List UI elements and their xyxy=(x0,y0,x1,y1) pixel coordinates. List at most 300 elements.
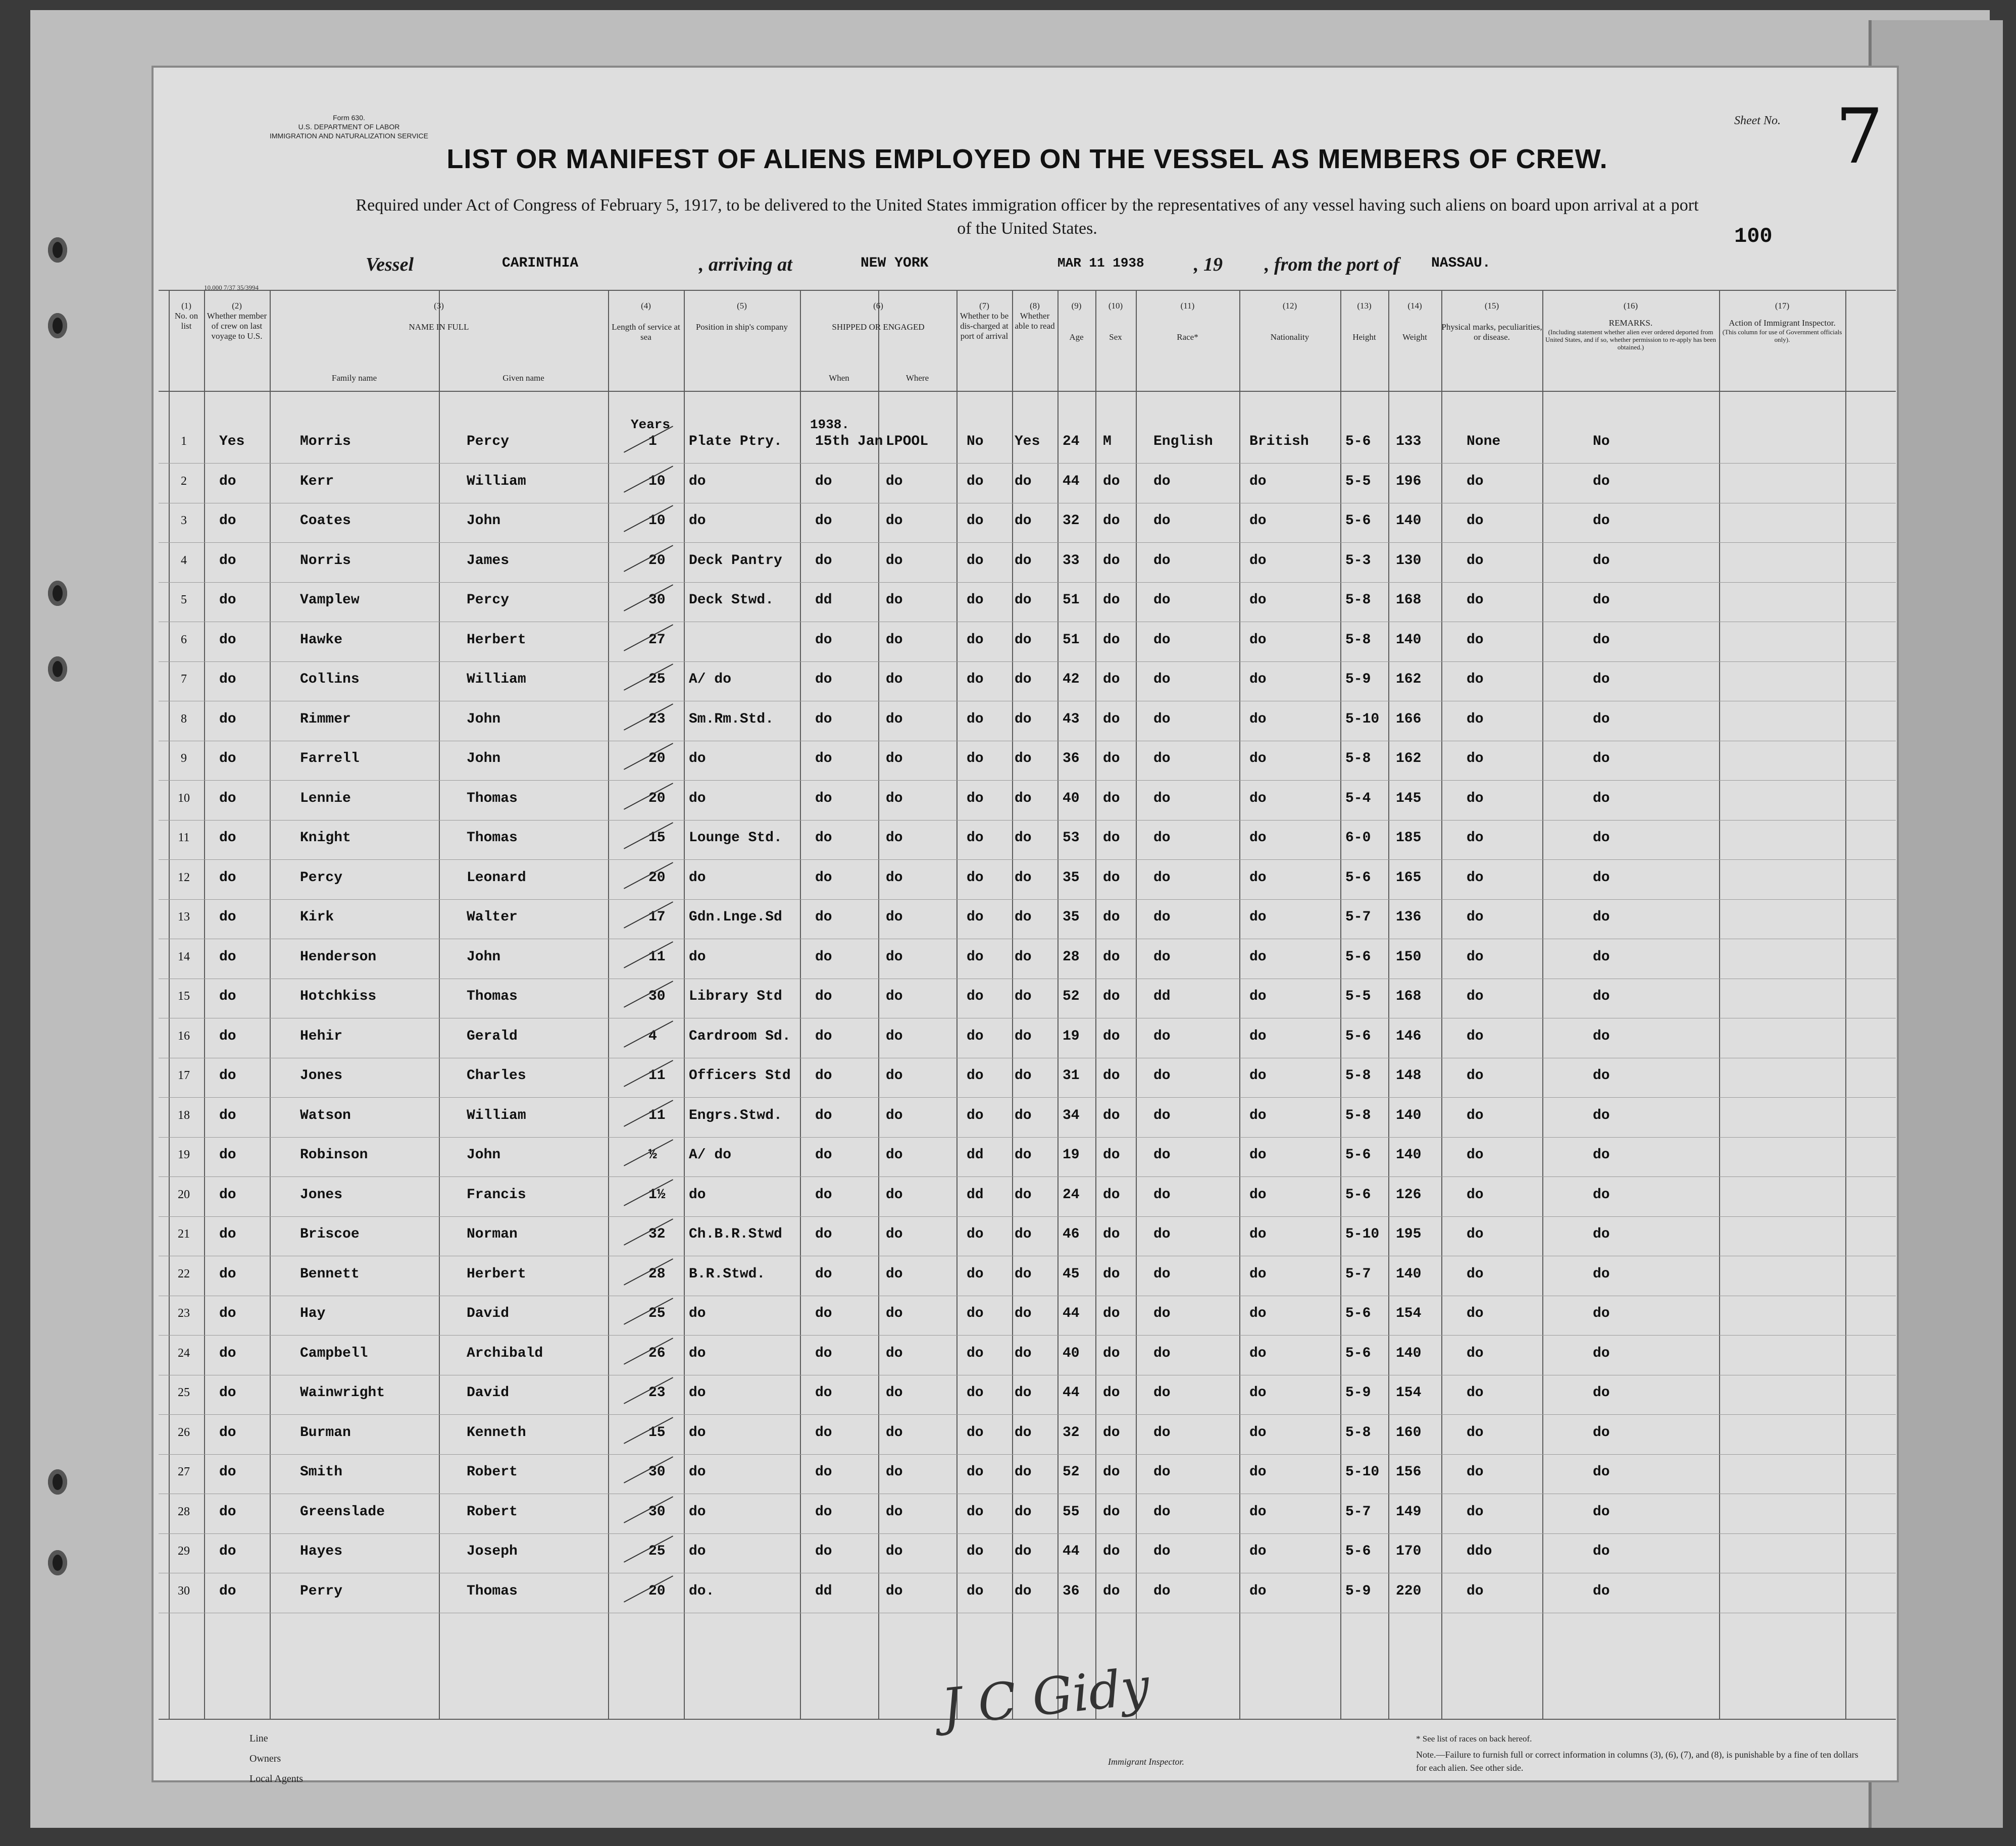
row-number: 10 xyxy=(178,791,190,805)
given-name: Archibald xyxy=(467,1345,543,1361)
column-rule xyxy=(1057,290,1059,1719)
nationality: do xyxy=(1249,790,1267,806)
row-rule xyxy=(159,820,1896,821)
sex: M xyxy=(1103,434,1112,449)
column-rule xyxy=(1239,290,1240,1719)
given-name: David xyxy=(467,1306,510,1321)
inspector-label: Immigrant Inspector. xyxy=(1108,1757,1184,1767)
position: do xyxy=(689,1306,706,1321)
position: do xyxy=(689,1544,706,1559)
weight: 220 xyxy=(1396,1583,1422,1599)
age: 52 xyxy=(1063,1464,1080,1480)
owners-label: Owners xyxy=(249,1753,281,1764)
crew-last-voyage: do xyxy=(219,1187,236,1203)
column-rule xyxy=(270,290,271,1719)
race: do xyxy=(1153,672,1171,687)
age: 35 xyxy=(1063,909,1080,925)
physical-marks: do xyxy=(1467,672,1484,687)
race: do xyxy=(1153,1147,1171,1163)
col6-header: (6) SHIPPED OR ENGAGED xyxy=(832,301,925,332)
form-tag xyxy=(270,113,428,140)
weight: 162 xyxy=(1396,751,1422,766)
shipped-when: do xyxy=(815,1306,832,1321)
given-name: James xyxy=(467,552,510,569)
given-name: William xyxy=(467,672,526,687)
sheet-number: 7 xyxy=(1835,93,1884,181)
shipped-where: do xyxy=(886,1424,903,1441)
age: 34 xyxy=(1063,1107,1080,1123)
family-name: Smith xyxy=(300,1464,343,1480)
row-rule xyxy=(159,1097,1896,1098)
family-name: Robinson xyxy=(300,1147,368,1163)
row-rule xyxy=(159,1176,1896,1177)
shipped-where: do xyxy=(886,989,903,1004)
physical-marks: do xyxy=(1467,1345,1484,1361)
race: do xyxy=(1153,711,1171,727)
physical-marks: do xyxy=(1467,989,1484,1004)
row-number: 19 xyxy=(178,1148,190,1161)
shipped-when: do xyxy=(815,1068,832,1084)
crew-last-voyage: do xyxy=(219,1544,236,1559)
family-name: Morris xyxy=(300,434,351,449)
family-name: Greenslade xyxy=(300,1504,385,1520)
height: 5-7 xyxy=(1345,909,1371,925)
physical-marks: ddo xyxy=(1467,1544,1492,1559)
weight: 170 xyxy=(1396,1544,1422,1559)
nationality: do xyxy=(1249,632,1267,648)
weight: 136 xyxy=(1396,909,1422,925)
discharged: do xyxy=(967,552,984,569)
age: 28 xyxy=(1063,949,1080,965)
sex: do xyxy=(1103,989,1120,1004)
position: do xyxy=(689,513,706,529)
service-length: 30 xyxy=(648,989,666,1004)
sex: do xyxy=(1103,869,1120,886)
print-code: 10,000 7/37 35/3994 xyxy=(204,284,259,291)
remarks: do xyxy=(1593,1147,1610,1163)
discharged: dd xyxy=(967,1147,984,1163)
remarks: No xyxy=(1593,434,1610,449)
row-number: 26 xyxy=(178,1425,190,1439)
col11-header: (11) Race* xyxy=(1177,301,1198,342)
col4-header: (4) Length of service at sea xyxy=(612,301,680,342)
age: 36 xyxy=(1063,751,1080,766)
crew-last-voyage: do xyxy=(219,1107,236,1123)
shipped-where: do xyxy=(886,949,903,965)
column-rule xyxy=(1542,290,1543,1719)
shipped-when: do xyxy=(815,1147,832,1163)
position: B.R.Stwd. xyxy=(689,1266,766,1282)
shipped-when: do xyxy=(815,751,832,766)
given-name: Percy xyxy=(467,434,510,449)
sex: do xyxy=(1103,1266,1120,1282)
weight: 165 xyxy=(1396,869,1422,886)
row-rule xyxy=(159,1454,1896,1455)
row-number: 29 xyxy=(178,1545,190,1558)
position: do xyxy=(689,473,706,489)
service-length: 1½ xyxy=(648,1187,666,1203)
physical-marks: do xyxy=(1467,1068,1484,1084)
service-length: 32 xyxy=(648,1226,666,1242)
sex: do xyxy=(1103,552,1120,569)
crew-last-voyage: do xyxy=(219,672,236,687)
race: do xyxy=(1153,1306,1171,1321)
physical-marks: do xyxy=(1467,632,1484,648)
given-name: Walter xyxy=(467,909,518,925)
discharged: do xyxy=(967,949,984,965)
physical-marks: do xyxy=(1467,473,1484,489)
crew-last-voyage: do xyxy=(219,869,236,886)
column-rule xyxy=(439,290,440,1719)
remarks: do xyxy=(1593,592,1610,608)
remarks: do xyxy=(1593,1345,1610,1361)
remarks: do xyxy=(1593,989,1610,1004)
nationality: do xyxy=(1249,1107,1267,1123)
height: 5-6 xyxy=(1345,1028,1371,1044)
row-number: 23 xyxy=(178,1307,190,1320)
sex: do xyxy=(1103,513,1120,529)
service-length: 15 xyxy=(648,1424,666,1441)
given-name: Thomas xyxy=(467,989,518,1004)
page-subtitle: Required under Act of Congress of February 5, 1917, to be delivered to the United States immigration officer by the representatives of any vessel having such aliens on board upon arrival at a port of the United States. xyxy=(356,196,1699,238)
physical-marks: do xyxy=(1467,949,1484,965)
race: do xyxy=(1153,1464,1171,1480)
crew-last-voyage: do xyxy=(219,711,236,727)
discharged: do xyxy=(967,1424,984,1441)
row-number: 16 xyxy=(178,1029,190,1043)
physical-marks: do xyxy=(1467,1306,1484,1321)
family-name: Knight xyxy=(300,830,351,846)
service-length: 1 xyxy=(648,434,657,449)
able-to-read: do xyxy=(1015,711,1032,727)
sex: do xyxy=(1103,1306,1120,1321)
race: do xyxy=(1153,552,1171,569)
row-rule xyxy=(159,780,1896,781)
able-to-read: do xyxy=(1015,632,1032,648)
shipped-where: do xyxy=(886,1226,903,1242)
row-number: 20 xyxy=(178,1188,190,1201)
col13-header: (13) Height xyxy=(1352,301,1376,342)
shipped-when: dd xyxy=(815,592,832,608)
remarks: do xyxy=(1593,1306,1610,1321)
discharged: do xyxy=(967,1266,984,1282)
row-number: 13 xyxy=(178,910,190,924)
shipped-when: do xyxy=(815,909,832,925)
height: 5-6 xyxy=(1345,1544,1371,1559)
family-name: Campbell xyxy=(300,1345,368,1361)
col12-header: (12) Nationality xyxy=(1270,301,1309,342)
family-name: Hawke xyxy=(300,632,343,648)
sex: do xyxy=(1103,949,1120,965)
row-number: 22 xyxy=(178,1267,190,1280)
remarks: do xyxy=(1593,632,1610,648)
age: 19 xyxy=(1063,1147,1080,1163)
nationality: do xyxy=(1249,1068,1267,1084)
shipped-where: do xyxy=(886,1306,903,1321)
col6a-header: When xyxy=(829,373,849,383)
given-name: David xyxy=(467,1385,510,1401)
position: Sm.Rm.Std. xyxy=(689,711,774,727)
crew-last-voyage: do xyxy=(219,830,236,846)
race: do xyxy=(1153,790,1171,806)
physical-marks: do xyxy=(1467,1028,1484,1044)
row-rule xyxy=(159,582,1896,583)
position: do xyxy=(689,869,706,886)
weight: 168 xyxy=(1396,989,1422,1004)
height: 5-10 xyxy=(1345,1226,1380,1242)
physical-marks: do xyxy=(1467,751,1484,766)
shipped-where: do xyxy=(886,473,903,489)
sex: do xyxy=(1103,1068,1120,1084)
col6b-header: Where xyxy=(905,373,929,383)
physical-marks: do xyxy=(1467,1187,1484,1203)
weight: 195 xyxy=(1396,1226,1422,1242)
row-number: 2 xyxy=(181,474,187,488)
service-length: 25 xyxy=(648,1544,666,1559)
remarks: do xyxy=(1593,1464,1610,1480)
shipped-where: do xyxy=(886,1504,903,1520)
given-name: John xyxy=(467,949,501,965)
shipped-when: dd xyxy=(815,1583,832,1599)
row-number: 11 xyxy=(178,831,190,844)
shipped-when: do xyxy=(815,1464,832,1480)
shipped-where: do xyxy=(886,909,903,925)
position: do xyxy=(689,1464,706,1480)
physical-marks: do xyxy=(1467,1464,1484,1480)
crew-last-voyage: do xyxy=(219,751,236,766)
physical-marks: do xyxy=(1467,513,1484,529)
crew-last-voyage: do xyxy=(219,790,236,806)
physical-marks: do xyxy=(1467,1504,1484,1520)
col7-header: (7) Whether to be dis-charged at port of arrival xyxy=(960,301,1009,341)
weight: 168 xyxy=(1396,592,1422,608)
sex: do xyxy=(1103,632,1120,648)
column-rule xyxy=(1136,290,1137,1719)
shipped-when: do xyxy=(815,1028,832,1044)
shipped-where: do xyxy=(886,1544,903,1559)
height: 5-8 xyxy=(1345,632,1371,648)
column-rule xyxy=(956,290,957,1719)
weight: 146 xyxy=(1396,1028,1422,1044)
given-name: Thomas xyxy=(467,790,518,806)
service-length: 30 xyxy=(648,1504,666,1520)
column-rule xyxy=(1845,290,1846,1719)
shipped-where: do xyxy=(886,1464,903,1480)
nationality: do xyxy=(1249,1147,1267,1163)
row-number: 15 xyxy=(178,990,190,1003)
discharged: do xyxy=(967,909,984,925)
weight: 140 xyxy=(1396,1345,1422,1361)
row-number: 3 xyxy=(181,514,187,527)
row-rule xyxy=(159,661,1896,662)
shipped-where: do xyxy=(886,1583,903,1599)
discharged: do xyxy=(967,1107,984,1123)
weight: 162 xyxy=(1396,672,1422,687)
age: 51 xyxy=(1063,592,1080,608)
able-to-read: do xyxy=(1015,592,1032,608)
service-length: 11 xyxy=(648,949,666,965)
page-title: LIST OR MANIFEST OF ALIENS EMPLOYED ON THE VESSEL AS MEMBERS OF CREW. xyxy=(446,144,1608,174)
service-length: 26 xyxy=(648,1345,666,1361)
weight: 196 xyxy=(1396,473,1422,489)
column-rule xyxy=(684,290,685,1719)
shipped-when: do xyxy=(815,1544,832,1559)
service-length: 10 xyxy=(648,473,666,489)
discharged: do xyxy=(967,751,984,766)
age: 24 xyxy=(1063,434,1080,449)
physical-marks: None xyxy=(1467,434,1501,449)
age: 19 xyxy=(1063,1028,1080,1044)
binder-hole xyxy=(48,581,67,606)
race: do xyxy=(1153,830,1171,846)
service-length: 20 xyxy=(648,552,666,569)
crew-last-voyage: do xyxy=(219,513,236,529)
family-name: Coates xyxy=(300,513,351,529)
given-name: Kenneth xyxy=(467,1424,526,1441)
crew-last-voyage: Yes xyxy=(219,434,245,449)
family-name: Briscoe xyxy=(300,1226,360,1242)
crew-last-voyage: do xyxy=(219,1266,236,1282)
crew-last-voyage: do xyxy=(219,1385,236,1401)
sheet-number-label: Sheet No. xyxy=(1734,114,1781,127)
weight: 133 xyxy=(1396,434,1422,449)
weight: 140 xyxy=(1396,1147,1422,1163)
row-rule xyxy=(159,1137,1896,1138)
family-name: Perry xyxy=(300,1583,343,1599)
position: A/ do xyxy=(689,672,732,687)
col3a-header: Family name xyxy=(331,373,377,383)
able-to-read: do xyxy=(1015,1266,1032,1282)
shipped-when: do xyxy=(815,1187,832,1203)
height: 5-6 xyxy=(1345,1345,1371,1361)
age: 53 xyxy=(1063,830,1080,846)
row-number: 6 xyxy=(181,633,187,646)
given-name: John xyxy=(467,1147,501,1163)
row-rule xyxy=(159,1414,1896,1415)
nationality: do xyxy=(1249,1504,1267,1520)
row-number: 21 xyxy=(178,1227,190,1241)
form-number: Form 630. xyxy=(333,114,365,122)
col17-header: (17) Action of Immigrant Inspector. (This column for use of Government officials only). xyxy=(1722,301,1842,343)
service-length: 28 xyxy=(648,1266,666,1282)
arriving-port: NEW YORK xyxy=(861,255,929,271)
table-header-rule xyxy=(159,391,1896,392)
height: 5-8 xyxy=(1345,592,1371,608)
years-label: Years xyxy=(631,417,671,432)
nationality: do xyxy=(1249,1583,1267,1599)
crew-last-voyage: do xyxy=(219,552,236,569)
col9-header: (9) Age xyxy=(1069,301,1084,342)
discharged: do xyxy=(967,1464,984,1480)
shipped-where: do xyxy=(886,552,903,569)
race: do xyxy=(1153,1266,1171,1282)
family-name: Henderson xyxy=(300,949,377,965)
shipped-when: do xyxy=(815,1424,832,1441)
age: 45 xyxy=(1063,1266,1080,1282)
height: 5-8 xyxy=(1345,1068,1371,1084)
row-number: 30 xyxy=(178,1584,190,1598)
race: do xyxy=(1153,1068,1171,1084)
service-length: 30 xyxy=(648,1464,666,1480)
discharged: do xyxy=(967,1544,984,1559)
age: 55 xyxy=(1063,1504,1080,1520)
race: do xyxy=(1153,592,1171,608)
row-number: 25 xyxy=(178,1386,190,1399)
height: 5-9 xyxy=(1345,1385,1371,1401)
able-to-read: do xyxy=(1015,552,1032,569)
height: 5-8 xyxy=(1345,751,1371,766)
nationality: do xyxy=(1249,711,1267,727)
column-rule xyxy=(878,290,879,1719)
position: do xyxy=(689,1385,706,1401)
weight: 150 xyxy=(1396,949,1422,965)
weight: 160 xyxy=(1396,1424,1422,1441)
service-length: 17 xyxy=(648,909,666,925)
discharged: do xyxy=(967,869,984,886)
row-number: 12 xyxy=(178,870,190,884)
family-name: Hay xyxy=(300,1306,326,1321)
col2-header: (2) Whether member of crew on last voyage to U.S. xyxy=(207,301,267,341)
service-length: 11 xyxy=(648,1068,666,1084)
column-rule xyxy=(1441,290,1442,1719)
column-rule xyxy=(1095,290,1096,1719)
column-rule xyxy=(608,290,609,1719)
shipped-where: do xyxy=(886,830,903,846)
shipped-when: do xyxy=(815,1385,832,1401)
race: do xyxy=(1153,1107,1171,1123)
able-to-read: do xyxy=(1015,1147,1032,1163)
race: do xyxy=(1153,473,1171,489)
nationality: British xyxy=(1249,434,1309,449)
age: 33 xyxy=(1063,552,1080,569)
crew-last-voyage: do xyxy=(219,632,236,648)
height: 5-6 xyxy=(1345,1306,1371,1321)
binder-hole xyxy=(48,1550,67,1575)
shipped-where: do xyxy=(886,1147,903,1163)
nationality: do xyxy=(1249,989,1267,1004)
race: do xyxy=(1153,949,1171,965)
race: do xyxy=(1153,1187,1171,1203)
given-name: Joseph xyxy=(467,1544,518,1559)
position: Ch.B.R.Stwd xyxy=(689,1226,782,1242)
discharged: do xyxy=(967,513,984,529)
sex: do xyxy=(1103,790,1120,806)
family-name: Percy xyxy=(300,869,343,886)
family-name: Norris xyxy=(300,552,351,569)
race: do xyxy=(1153,869,1171,886)
height: 5-6 xyxy=(1345,513,1371,529)
physical-marks: do xyxy=(1467,1266,1484,1282)
age: 43 xyxy=(1063,711,1080,727)
weight: 140 xyxy=(1396,632,1422,648)
shipped-when: do xyxy=(815,672,832,687)
given-name: Robert xyxy=(467,1464,518,1480)
shipped-where: LPOOL xyxy=(886,434,929,449)
department-label: U.S. DEPARTMENT OF LABOR xyxy=(298,123,400,131)
service-length: 10 xyxy=(648,513,666,529)
position: Cardroom Sd. xyxy=(689,1028,791,1044)
able-to-read: do xyxy=(1015,1544,1032,1559)
height: 6-0 xyxy=(1345,830,1371,846)
row-number: 18 xyxy=(178,1108,190,1122)
family-name: Lennie xyxy=(300,790,351,806)
able-to-read: do xyxy=(1015,989,1032,1004)
given-name: Norman xyxy=(467,1226,518,1242)
row-rule xyxy=(159,859,1896,860)
nationality: do xyxy=(1249,1464,1267,1480)
race: do xyxy=(1153,1385,1171,1401)
arriving-label: , arriving at xyxy=(699,254,792,275)
